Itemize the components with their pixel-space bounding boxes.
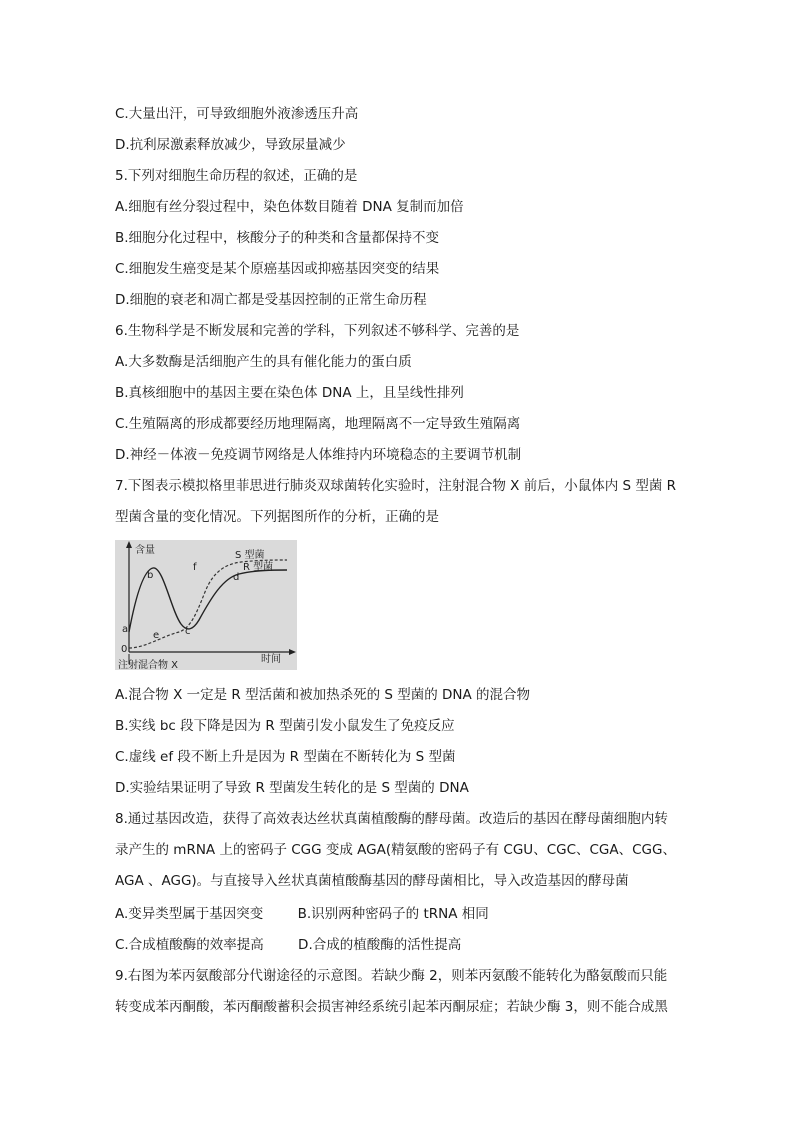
point-e: e (153, 630, 160, 641)
q7-option-c: C.虚线 ef 段不断上升是因为 R 型菌在不断转化为 S 型菌 (115, 749, 456, 765)
q5-option-a: A.细胞有丝分裂过程中，染色体数目随着 DNA 复制而加倍 (115, 199, 464, 215)
legend-r-strain: R 型菌 (243, 562, 274, 573)
q7-option-b: B.实线 bc 段下降是因为 R 型菌引发小鼠发生了免疫反应 (115, 718, 455, 734)
point-c: c (185, 626, 191, 637)
question-9-line-2: 转变成苯丙酮酸，苯丙酮酸蓄积会损害神经系统引起苯丙酮尿症；若缺少酶 3，则不能合成黑 (115, 999, 668, 1015)
q5-option-c: C.细胞发生癌变是某个原癌基因或抑癌基因突变的结果 (115, 261, 440, 277)
q8-options-cd: C.合成植酸酶的效率提高 D.合成的植酸酶的活性提高 (115, 937, 462, 953)
question-5: 5.下列对细胞生命历程的叙述，正确的是 (115, 168, 358, 184)
figure-xlabel: 时间 (261, 654, 281, 665)
injection-label: 注射混合物 X (118, 660, 179, 670)
point-f: f (193, 562, 197, 573)
question-7-line-2: 型菌含量的变化情况。下列据图所作的分析，正确的是 (115, 509, 439, 525)
question-8-line-1: 8.通过基因改造，获得了高效表达丝状真菌植酸酶的酵母菌。改造后的基因在酵母菌细胞内转 (115, 811, 668, 827)
question-7-line-1: 7.下图表示模拟格里菲思进行肺炎双球菌转化实验时，注射混合物 X 前后，小鼠体内 S 型菌 R (115, 478, 677, 494)
q5-option-d: D.细胞的衰老和凋亡都是受基因控制的正常生命历程 (115, 292, 427, 308)
text-line-2: D.抗利尿激素释放减少，导致尿量减少 (115, 137, 346, 153)
bacteria-content-figure (115, 540, 297, 670)
q7-option-a: A.混合物 X 一定是 R 型活菌和被加热杀死的 S 型菌的 DNA 的混合物 (115, 687, 531, 703)
point-a: a (122, 624, 129, 635)
q7-option-d: D.实验结果证明了导致 R 型菌发生转化的是 S 型菌的 DNA (115, 780, 469, 796)
origin-label: 0 (121, 644, 128, 655)
q8-options-ab: A.变异类型属于基因突变 B.识别两种密码子的 tRNA 相同 (115, 906, 489, 922)
figure-ylabel: 含量 (135, 545, 155, 556)
q6-option-a: A.大多数酶是活细胞产生的具有催化能力的蛋白质 (115, 354, 412, 370)
legend-s-strain: S 型菌 (235, 550, 265, 561)
q6-option-d: D.神经－体液－免疫调节网络是人体维持内环境稳态的主要调节机制 (115, 447, 522, 463)
q6-option-b: B.真核细胞中的基因主要在染色体 DNA 上，且呈线性排列 (115, 385, 464, 401)
text-line-1: C.大量出汗，可导致细胞外液渗透压升高 (115, 106, 359, 122)
question-8-line-2: 录产生的 mRNA 上的密码子 CGG 变成 AGA(精氨酸的密码子有 CGU、CGC、CGA、CGG、 (115, 842, 676, 858)
question-6: 6.生物科学是不断发展和完善的学科，下列叙述不够科学、完善的是 (115, 323, 520, 339)
q6-option-c: C.生殖隔离的形成都要经历地理隔离，地理隔离不一定导致生殖隔离 (115, 416, 521, 432)
point-b: b (147, 570, 154, 581)
question-8-line-3: AGA 、AGG)。与直接导入丝状真菌植酸酶基因的酵母菌相比，导入改造基因的酵母菌 (115, 873, 629, 889)
q5-option-b: B.细胞分化过程中，核酸分子的种类和含量都保持不变 (115, 230, 440, 246)
question-9-line-1: 9.右图为苯丙氨酸部分代谢途径的示意图。若缺少酶 2，则苯丙氨酸不能转化为酪氨酸而只能 (115, 968, 668, 984)
point-d: d (233, 572, 240, 583)
